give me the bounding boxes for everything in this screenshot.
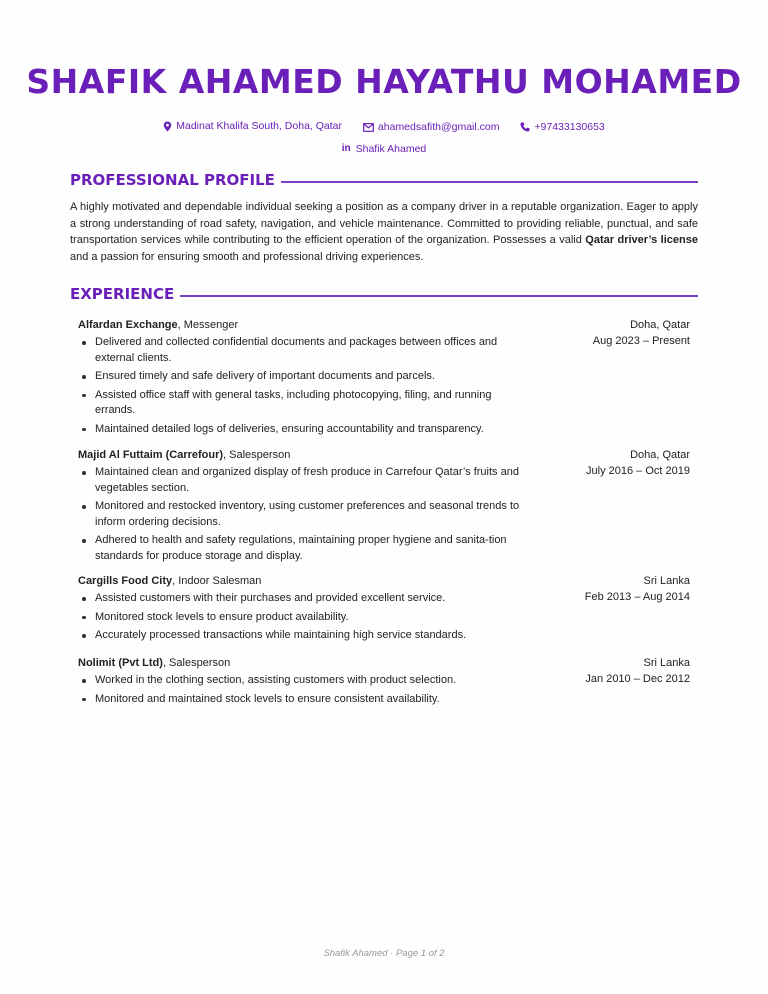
job-bullet: Accurately processed transactions while maintaining high service standards. bbox=[78, 628, 530, 644]
job-dates: July 2016 – Oct 2019 bbox=[586, 465, 690, 477]
section-title: EXPERIENCE bbox=[70, 285, 175, 303]
envelope-icon bbox=[363, 123, 374, 132]
profile-license: Qatar driver’s license bbox=[585, 234, 698, 246]
job-location: Sri Lanka bbox=[643, 575, 690, 587]
job-location: Sri Lanka bbox=[643, 657, 690, 669]
contact-location bbox=[163, 119, 342, 133]
contact-phone[interactable] bbox=[520, 120, 604, 134]
job-company: Cargills Food City bbox=[78, 575, 173, 587]
job-meta bbox=[585, 655, 690, 687]
job-bullet: Monitored stock levels to ensure product availability. bbox=[78, 610, 530, 626]
job-role: , Indoor Salesman bbox=[172, 575, 262, 587]
section-title: PROFESSIONAL PROFILE bbox=[70, 171, 275, 189]
location-pin-icon bbox=[163, 121, 172, 132]
phone-text[interactable]: +97433130653 bbox=[534, 120, 605, 133]
job-bullet: Ensured timely and safe delivery of important documents and parcels. bbox=[78, 369, 530, 385]
job-bullets bbox=[78, 465, 530, 564]
job-role: , Messenger bbox=[177, 319, 239, 331]
contact-linkedin[interactable] bbox=[342, 142, 427, 156]
job-bullet: Monitored and restocked inventory, using customer preferences and seasonal trends to inform ordering decisions. bbox=[78, 499, 530, 530]
job-bullet: Delivered and collected confidential documents and packages between offices and external clients. bbox=[78, 335, 530, 366]
job-bullet: Assisted office staff with general tasks, including photocopying, filing, and running errands. bbox=[78, 388, 530, 419]
linkedin-icon: in bbox=[341, 143, 351, 154]
contact-email[interactable] bbox=[363, 120, 500, 134]
job-bullets bbox=[78, 591, 530, 644]
job-meta bbox=[585, 573, 690, 605]
section-rule bbox=[180, 295, 698, 297]
profile-text: A highly motivated and dependable individual seeking a position as a company driver in a reputable organization. Eager to apply a strong understanding of road safety, navigation, and vehicle maintenance. Committed to providing reliable, punctual, and safe transportation services while contributing to the efficient operation of the organization. Possesses a valid bbox=[70, 201, 698, 246]
job-bullet: Maintained detailed logs of deliveries, ensuring accountability and transparency. bbox=[78, 422, 530, 438]
job-role: , Salesperson bbox=[223, 449, 291, 461]
job-company: Nolimit (Pvt Ltd) bbox=[78, 657, 163, 669]
resume-name: SHAFIK AHAMED HAYATHU MOHAMED bbox=[26, 62, 742, 101]
job-meta bbox=[593, 317, 690, 349]
job-company: Majid Al Futtaim (Carrefour) bbox=[78, 449, 224, 461]
job-dates: Aug 2023 – Present bbox=[592, 335, 690, 347]
job-dates: Feb 2013 – Aug 2014 bbox=[584, 591, 690, 603]
contact-line bbox=[0, 119, 768, 136]
job-entry bbox=[78, 447, 690, 567]
job-location: Doha, Qatar bbox=[630, 449, 690, 461]
job-bullet: Maintained clean and organized display of fresh produce in Carrefour Qatar’s fruits and vegetables section. bbox=[78, 465, 530, 496]
job-role: , Salesperson bbox=[162, 657, 231, 669]
profile-text-end: and a passion for ensuring smooth and professional driving experiences. bbox=[70, 250, 424, 263]
job-bullet: Assisted customers with their purchases and provided excellent service. bbox=[78, 591, 530, 607]
linkedin-link[interactable]: Shafik Ahamed bbox=[355, 143, 427, 155]
job-entry bbox=[78, 573, 690, 647]
job-meta bbox=[586, 447, 690, 479]
job-entry bbox=[78, 317, 690, 440]
job-bullets bbox=[78, 335, 530, 437]
page-footer: Shafik Ahamed · Page 1 of 2 bbox=[323, 948, 445, 959]
job-bullet: Adhered to health and safety regulations, maintaining proper hygiene and sanita-tion standards for produce storage and display. bbox=[78, 533, 530, 564]
job-bullet: Worked in the clothing section, assisting customers with product selection. bbox=[78, 673, 530, 689]
job-company: Alfardan Exchange bbox=[78, 319, 178, 331]
profile-section-header bbox=[70, 171, 698, 189]
linkedin-line bbox=[0, 141, 768, 156]
job-dates: Jan 2010 – Dec 2012 bbox=[585, 673, 690, 685]
section-rule bbox=[281, 181, 698, 183]
job-location: Doha, Qatar bbox=[630, 319, 690, 331]
job-bullet: Monitored and maintained stock levels to ensure consistent availability. bbox=[78, 692, 530, 708]
profile-paragraph bbox=[70, 199, 698, 265]
job-bullets bbox=[78, 673, 530, 707]
experience-section-header bbox=[70, 285, 698, 303]
email-link[interactable]: ahamedsafith@gmail.com bbox=[377, 121, 500, 133]
location-text: Madinat Khalifa South, Doha, Qatar bbox=[176, 120, 342, 132]
phone-icon bbox=[520, 122, 530, 132]
job-entry bbox=[78, 655, 690, 710]
